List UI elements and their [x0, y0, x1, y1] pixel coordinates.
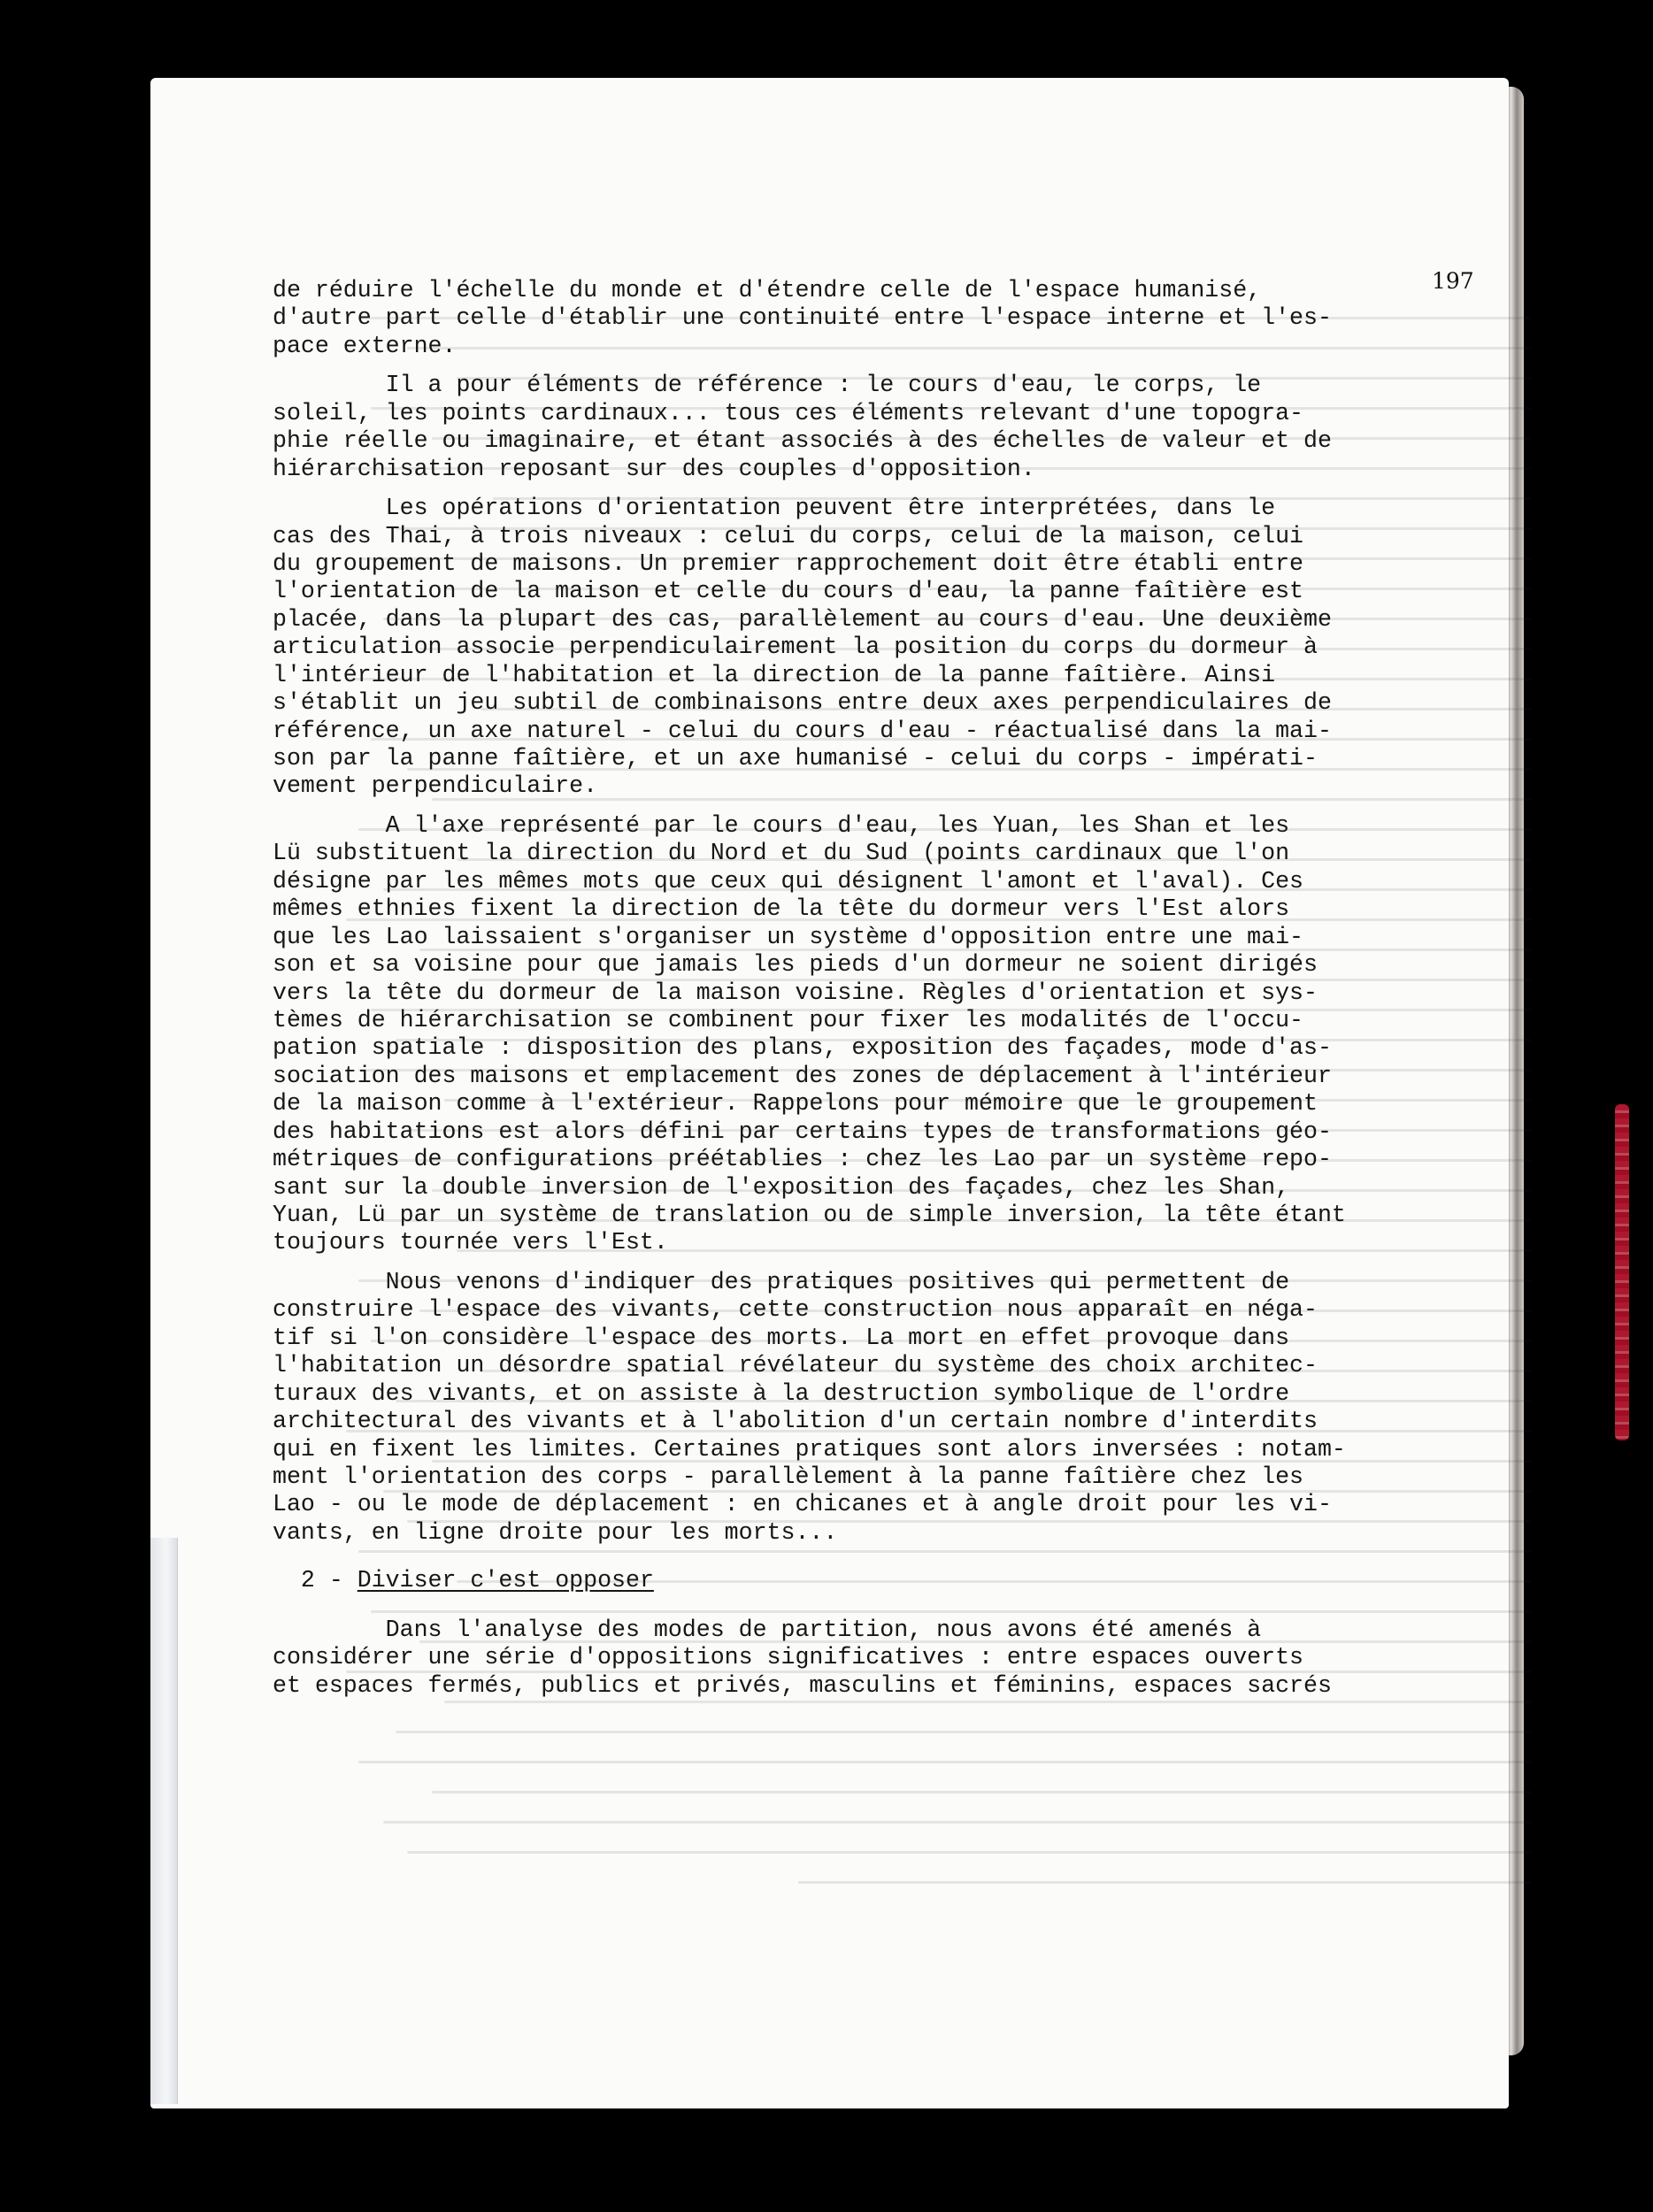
paragraph [273, 1269, 1520, 1547]
text-line: toujours tournée vers l'Est. [273, 1229, 668, 1256]
text-line: que les Lao laissaient s'organiser un système d'opposition entre une mai- [273, 923, 1303, 950]
text-line: placée, dans la plupart des cas, parallèlement au cours d'eau. Une deuxième [273, 605, 1332, 633]
text-line: sant sur la double inversion de l'exposition des façades, chez les Shan, [273, 1173, 1290, 1201]
text-line: qui en fixent les limites. Certaines pratiques sont alors inversées : notam- [273, 1435, 1346, 1463]
section-title: Diviser c'est opposer [357, 1567, 654, 1594]
text-line: Lü substituent la direction du Nord et du Sud (points cardinaux que l'on [273, 840, 1290, 867]
text-line: tif si l'on considère l'espace des morts. La mort en effet provoque dans [273, 1324, 1290, 1351]
text-line: son et sa voisine pour que jamais les pieds d'un dormeur ne soient dirigés [273, 951, 1318, 979]
text-line: vers la tête du dormeur de la maison voisine. Règles d'orientation et sys- [273, 979, 1318, 1006]
text-line: architectural des vivants et à l'abolition d'un certain nombre d'interdits [273, 1408, 1318, 1435]
text-line: métriques de configurations préétablies : chez les Lao par un système repo- [273, 1146, 1332, 1173]
text-line: hiérarchisation reposant sur des couples d'opposition. [273, 455, 1035, 482]
paragraph [273, 1617, 1520, 1700]
body-text [273, 277, 1520, 1700]
text-line: l'orientation de la maison et celle du cours d'eau, la panne faîtière est [273, 578, 1303, 605]
text-line: pation spatiale : disposition des plans, exposition des façades, mode d'as- [273, 1034, 1332, 1062]
text-line: articulation associe perpendiculairement la position du corps du dormeur à [273, 634, 1318, 661]
text-line: Les opérations d'orientation peuvent être interprétées, dans le [273, 495, 1276, 522]
text-line: du groupement de maisons. Un premier rapprochement doit être établi entre [273, 549, 1303, 577]
text-line: construire l'espace des vivants, cette construction nous apparaît en néga- [273, 1296, 1318, 1324]
page-number: 197 [1432, 268, 1474, 294]
text-line: considérer une série d'oppositions significatives : entre espaces ouverts [273, 1644, 1303, 1671]
text-line: d'autre part celle d'établir une continuité entre l'espace interne et l'es- [273, 304, 1332, 332]
text-line: vement perpendiculaire. [273, 772, 598, 800]
text-line: Dans l'analyse des modes de partition, nous avons été amenés à [273, 1616, 1262, 1643]
text-line: pace externe. [273, 332, 457, 359]
text-line: sociation des maisons et emplacement des zones de déplacement à l'intérieur [273, 1062, 1332, 1089]
text-line: l'habitation un désordre spatial révélateur du système des choix architec- [273, 1352, 1318, 1379]
text-line: s'établit un jeu subtil de combinaisons entre deux axes perpendiculaires de [273, 689, 1332, 717]
text-line: ment l'orientation des corps - parallèlement à la panne faîtière chez les [273, 1463, 1303, 1490]
text-line: A l'axe représenté par le cours d'eau, les Yuan, les Shan et les [273, 811, 1290, 839]
binding-strip [150, 1538, 178, 2104]
paragraph [273, 372, 1520, 483]
paragraph [273, 812, 1520, 1257]
text-line: de réduire l'échelle du monde et d'étendre celle de l'espace humanisé, [273, 277, 1262, 303]
text-line: cas des Thai, à trois niveaux : celui du corps, celui de la maison, celui [273, 522, 1303, 549]
red-ink-mark [1615, 1104, 1629, 1440]
text-line: tèmes de hiérarchisation se combinent pour fixer les modalités de l'occu- [273, 1006, 1303, 1033]
section-heading [273, 1567, 1520, 1594]
text-line: soleil, les points cardinaux... tous ces éléments relevant d'une topogra- [273, 399, 1303, 426]
text-line: Il a pour éléments de référence : le cours d'eau, le corps, le [273, 372, 1262, 399]
text-line: mêmes ethnies fixent la direction de la tête du dormeur vers l'Est alors [273, 895, 1290, 923]
text-line: l'intérieur de l'habitation et la direction de la panne faîtière. Ainsi [273, 661, 1276, 688]
paragraph [273, 277, 1520, 360]
text-line: et espaces fermés, publics et privés, masculins et féminins, espaces sacrés [273, 1671, 1332, 1699]
text-line: Lao - ou le mode de déplacement : en chicanes et à angle droit pour les vi- [273, 1491, 1332, 1518]
section-number: 2 - [273, 1567, 358, 1594]
paragraph [273, 495, 1520, 801]
text-line: vants, en ligne droite pour les morts... [273, 1518, 838, 1546]
text-line: Yuan, Lü par un système de translation ou de simple inversion, la tête étant [273, 1202, 1346, 1228]
text-line: turaux des vivants, et on assiste à la destruction symbolique de l'ordre [273, 1379, 1290, 1407]
text-line: de la maison comme à l'extérieur. Rappelons pour mémoire que le groupement [273, 1090, 1318, 1118]
document-page [150, 78, 1509, 2108]
text-line: des habitations est alors défini par certains types de transformations géo- [273, 1118, 1332, 1145]
text-line: désigne par les mêmes mots que ceux qui désignent l'amont et l'aval). Ces [273, 867, 1303, 895]
text-line: phie réelle ou imaginaire, et étant associés à des échelles de valeur et de [273, 427, 1332, 455]
text-line: Nous venons d'indiquer des pratiques positives qui permettent de [273, 1268, 1290, 1295]
text-line: son par la panne faîtière, et un axe humanisé - celui du corps - impérati- [273, 745, 1318, 772]
text-line: référence, un axe naturel - celui du cours d'eau - réactualisé dans la mai- [273, 717, 1332, 744]
